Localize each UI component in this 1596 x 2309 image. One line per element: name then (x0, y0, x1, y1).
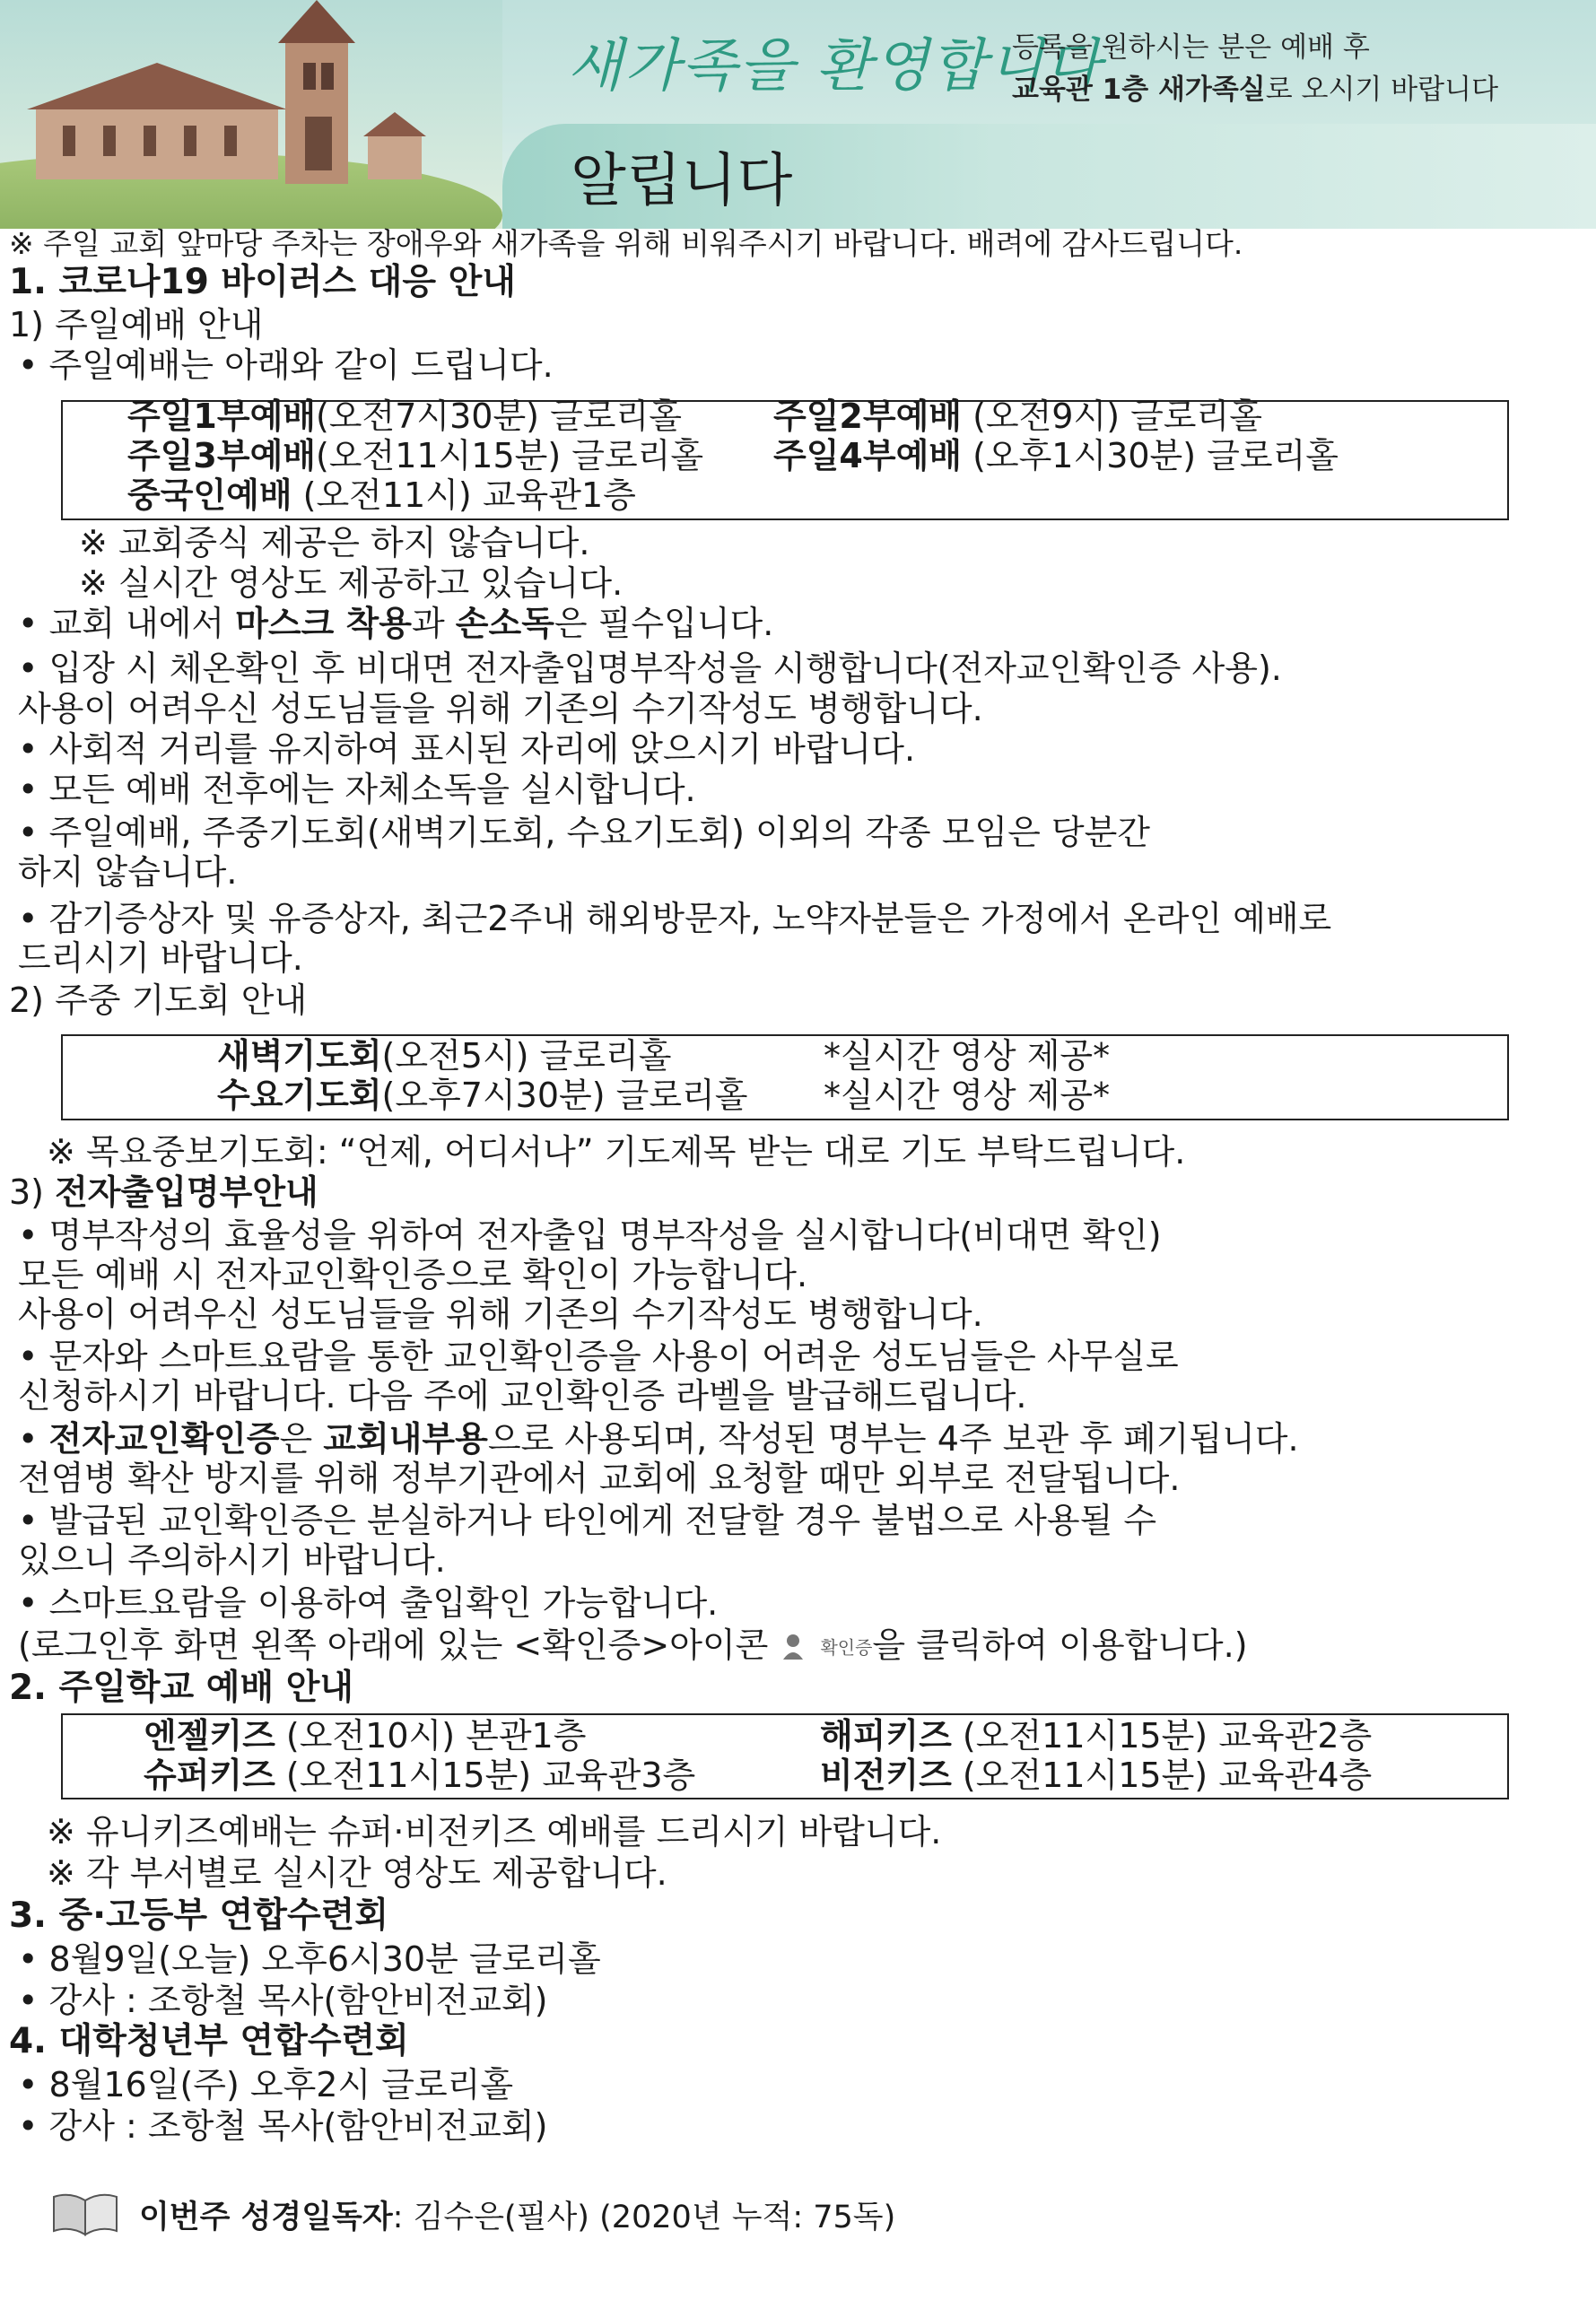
bullet-entry-line2: 사용이 어려우신 성도님들을 위해 기존의 수기작성도 병행합니다. (18, 689, 983, 728)
service-3rd-name: 주일3부예배 (127, 436, 316, 475)
registration-note-line2 (1012, 69, 1498, 111)
service-4th (773, 436, 1339, 475)
e-register-4-line2: 있으니 주의하시기 바랍니다. (18, 1540, 446, 1580)
registration-note-line2-rest: 로 오시기 바랍니다 (1265, 74, 1499, 106)
section1-heading: 1. 코로나19 바이러스 대응 안내 (9, 262, 516, 302)
service-4th-name: 주일4부예배 (773, 436, 962, 475)
service-2nd (773, 396, 1262, 436)
section2-heading: 2. 주일학교 예배 안내 (9, 1668, 354, 1708)
service-1st-detail: (오전7시30분) 글로리홀 (315, 396, 682, 436)
note-no-lunch: ※ 교회중식 제공은 하지 않습니다. (79, 523, 590, 562)
bullet-mask-bold1: 마스크 착용 (235, 604, 412, 643)
service-2nd-detail: (오전9시) 글로리홀 (961, 396, 1262, 436)
super-kids (144, 1756, 695, 1795)
service-chinese-name: 중국인예배 (127, 475, 292, 515)
note-department-video: ※ 각 부서별로 실시간 영상도 제공합니다. (47, 1853, 667, 1893)
happy-kids-detail: (오전11시15분) 교육관2층 (951, 1716, 1373, 1756)
new-family-room-label: 교육관 1층 새가족실 (1012, 74, 1266, 106)
vision-kids-name: 비전키즈 (820, 1756, 952, 1795)
section1-sub3-number: 3) (9, 1172, 56, 1212)
e-register-1-line1: • 명부작성의 효율성을 위하여 전자출입 명부작성을 실시합니다(비대면 확인) (18, 1215, 1162, 1255)
section4-line2: • 강사 : 조항철 목사(함안비전교회) (18, 2106, 548, 2146)
angel-kids-name: 엔젤키즈 (144, 1716, 275, 1756)
angel-kids (144, 1716, 586, 1756)
service-2nd-name: 주일2부예배 (773, 396, 962, 436)
super-kids-detail: (오전11시15분) 교육관3층 (275, 1756, 696, 1795)
wednesday-prayer-detail: (오후7시30분) 글로리홀 (381, 1076, 748, 1115)
e-register-3-line2: 전염병 확산 방지를 위해 정부기관에서 교회에 요청할 때만 외부로 전달됩니다. (18, 1459, 1181, 1498)
bible-reader-text: : 김수은(필사) (2020년 누적: 75독) (392, 2200, 896, 2235)
e-register-5-text2: 을 클릭하여 이용합니다.) (872, 1625, 1248, 1665)
bullet-symptoms-line2: 드리시기 바랍니다. (18, 938, 303, 978)
open-book-icon (50, 2191, 120, 2238)
bullet-meetings-line2: 하지 않습니다. (18, 852, 238, 892)
dawn-prayer-video: *실시간 영상 제공* (824, 1036, 1111, 1076)
e-register-3-bullet: • (18, 1419, 49, 1459)
section1-sub3 (9, 1172, 318, 1212)
wednesday-prayer-video: *실시간 영상 제공* (824, 1076, 1111, 1115)
e-register-2-line2: 신청하시기 바랍니다. 다음 주에 교인확인증 라벨을 발급해드립니다. (18, 1376, 1027, 1416)
bullet-entry-line1: • 입장 시 체온확인 후 비대면 전자출입명부작성을 시행합니다(전자교인확인증 사용). (18, 649, 1282, 688)
church-illustration (0, 0, 502, 229)
e-register-3-bold2: 교회내부용 (323, 1419, 488, 1459)
e-register-5-line1: • 스마트요람을 이용하여 출입확인 가능합니다. (18, 1583, 719, 1623)
service-1st (127, 396, 682, 436)
section1-sub1: 1) 주일예배 안내 (9, 305, 264, 344)
e-register-1-line3: 사용이 어려우신 성도님들을 위해 기존의 수기작성도 병행합니다. (18, 1294, 983, 1334)
parking-notice: ※ 주일 교회 앞마당 주차는 장애우와 새가족을 위해 비워주시기 바랍니다. 배려에 감사드립니다. (9, 226, 1243, 261)
service-4th-detail: (오후1시30분) 글로리홀 (961, 436, 1339, 475)
section1-sub2: 2) 주중 기도회 안내 (9, 980, 308, 1020)
bullet-mask-text1: • 교회 내에서 (18, 604, 236, 643)
service-3rd-detail: (오전11시15분) 글로리홀 (315, 436, 704, 475)
e-register-2-line1: • 문자와 스마트요람을 통한 교인확인증을 사용이 어려운 성도님들은 사무실로 (18, 1337, 1179, 1376)
e-register-3-text1: 은 (279, 1419, 324, 1459)
vision-kids (820, 1756, 1372, 1795)
bullet-mask-text2: 과 (411, 604, 456, 643)
happy-kids (820, 1716, 1372, 1756)
wednesday-prayer-name: 수요기도회 (217, 1076, 382, 1115)
super-kids-name: 슈퍼키즈 (144, 1756, 275, 1795)
registration-note (1012, 27, 1498, 111)
wednesday-prayer (217, 1076, 747, 1115)
e-register-3-text2: 으로 사용되며, 작성된 명부는 4주 보관 후 폐기됩니다. (487, 1419, 1299, 1459)
bible-reader-line (139, 2198, 895, 2237)
happy-kids-name: 해피키즈 (820, 1716, 952, 1756)
e-register-3-bold1: 전자교인확인증 (48, 1419, 280, 1459)
angel-kids-detail: (오전10시) 본관1층 (275, 1716, 587, 1756)
id-card-icon-label: 확인증 (820, 1636, 873, 1659)
section3-line1: • 8월9일(오늘) 오후6시30분 글로리홀 (18, 1939, 601, 1979)
bullet-meetings-line1: • 주일예배, 주중기도회(새벽기도회, 수요기도회) 이외의 각종 모임은 당분간 (18, 813, 1151, 852)
bullet-mask-bold2: 손소독 (455, 604, 554, 643)
welcome-script-text: 새가족을 환영합니다 (567, 33, 1103, 100)
bullet-distance: • 사회적 거리를 유지하여 표시된 자리에 앉으시기 바랍니다. (18, 729, 916, 769)
note-thursday-prayer: ※ 목요중보기도회: “언제, 어디서나” 기도제목 받는 대로 기도 부탁드립니다. (47, 1132, 1186, 1172)
bible-reader-label: 이번주 성경일독자 (139, 2199, 393, 2235)
vision-kids-detail: (오전11시15분) 교육관4층 (951, 1756, 1373, 1795)
section1-sub3-title: 전자출입명부안내 (55, 1172, 318, 1212)
registration-note-line1: 등록을 원하시는 분은 예배 후 (1012, 31, 1370, 64)
e-register-5-line2 (18, 1625, 1248, 1668)
section4-heading: 4. 대학청년부 연합수련회 (9, 2021, 409, 2061)
page-title: 알립니다 (571, 148, 793, 214)
section3-heading: 3. 중·고등부 연합수련회 (9, 1895, 388, 1936)
bullet-disinfect: • 모든 예배 전후에는 자체소독을 실시합니다. (18, 770, 696, 809)
bullet-mask-text3: 은 필수입니다. (554, 604, 774, 643)
e-register-3-line1 (18, 1419, 1299, 1459)
section3-line2: • 강사 : 조항철 목사(함안비전교회) (18, 1981, 548, 2020)
service-chinese-detail: (오전11시) 교육관1층 (292, 475, 636, 515)
e-register-1-line2: 모든 예배 시 전자교인확인증으로 확인이 가능합니다. (18, 1255, 808, 1294)
dawn-prayer-name: 새벽기도회 (217, 1036, 382, 1076)
bullet-symptoms-line1: • 감기증상자 및 유증상자, 최근2주내 해외방문자, 노약자분들은 가정에서 온라인 예배로 (18, 899, 1332, 938)
id-card-icon (782, 1628, 816, 1668)
header-banner (0, 0, 1596, 229)
e-register-4-line1: • 발급된 교인확인증은 분실하거나 타인에게 전달할 경우 불법으로 사용될 수 (18, 1501, 1157, 1540)
e-register-5-text1: (로그인후 화면 왼쪽 아래에 있는 <확인증>아이콘 (18, 1625, 780, 1665)
dawn-prayer (217, 1036, 671, 1076)
service-chinese (127, 475, 636, 515)
note-live-video: ※ 실시간 영상도 제공하고 있습니다. (79, 563, 624, 603)
section4-line1: • 8월16일(주) 오후2시 글로리홀 (18, 2065, 514, 2104)
note-uni-kids: ※ 유니키즈예배는 슈퍼·비전키즈 예배를 드리시기 바랍니다. (47, 1812, 942, 1852)
sunday-service-intro: • 주일예배는 아래와 같이 드립니다. (18, 345, 554, 385)
service-3rd (127, 436, 703, 475)
dawn-prayer-detail: (오전5시) 글로리홀 (381, 1036, 672, 1076)
bullet-mask (18, 604, 773, 643)
service-1st-name: 주일1부예배 (127, 396, 316, 436)
